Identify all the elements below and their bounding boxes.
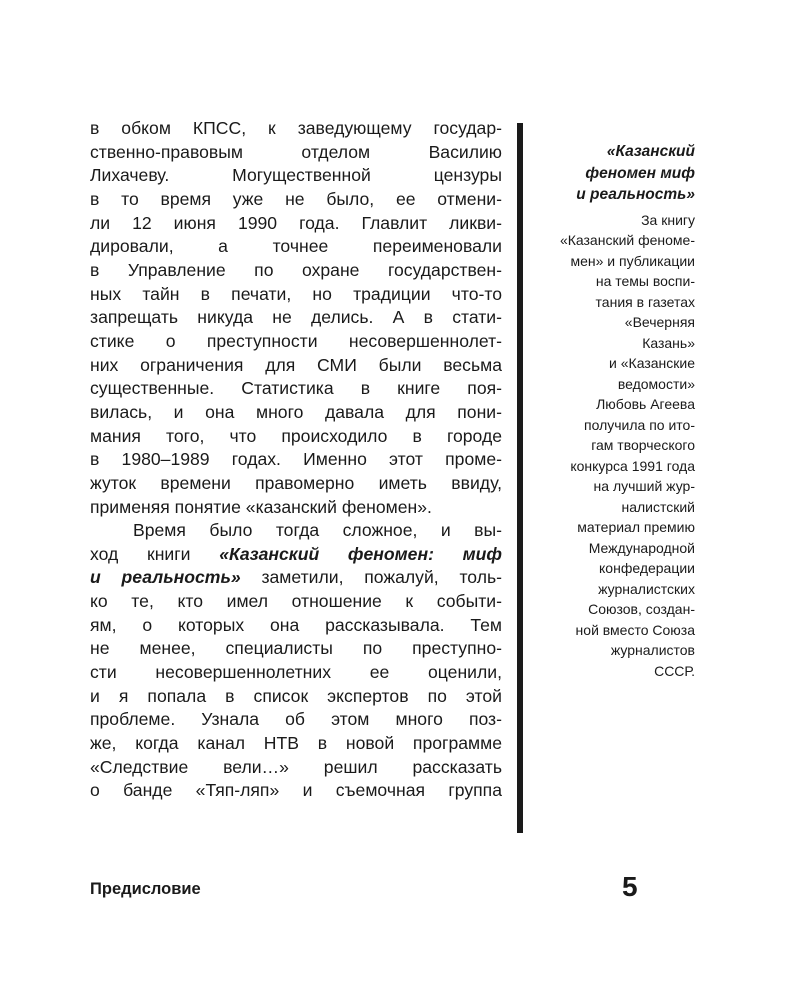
text-line: проблеме. Узнала об этом много поз- — [90, 709, 502, 730]
text-line: ям, о которых она рассказывала. Тем — [90, 614, 502, 635]
text-line: о банде «Тяп-ляп» и съемочная группа — [90, 780, 502, 801]
sidebar-line: «Казанский феноме- — [559, 232, 695, 248]
sidebar-line: СССР. — [654, 662, 695, 679]
sidebar-line: конфедерации — [599, 560, 695, 576]
sidebar-line: Международной — [588, 539, 695, 556]
text-line: в 1980–1989 годах. Именно этот проме- — [90, 449, 502, 470]
sidebar-title-line: и реальность» — [576, 186, 695, 203]
text-line: стике о преступности несовершеннолет- — [90, 330, 502, 351]
page-number: 5 — [622, 871, 638, 902]
sidebar-line: получила по ито- — [584, 416, 695, 433]
sidebar-title — [535, 141, 695, 206]
sidebar-title-line: феномен миф — [585, 164, 695, 182]
text-fragment: ход книги — [90, 543, 191, 564]
text-line: вилась, и она много давала для пони- — [90, 401, 502, 422]
text-line: в обком КПСС, к заведующему государ- — [90, 118, 502, 138]
text-line: в Управление по охране государствен- — [90, 259, 502, 280]
running-footer-section-title: Предисловие — [90, 880, 201, 898]
vertical-divider — [517, 123, 523, 833]
text-line: Лихачеву. Могущественной цензуры — [90, 165, 502, 186]
book-title-fragment: и реальность» — [90, 567, 241, 588]
sidebar-line: За книгу — [641, 211, 695, 228]
text-line: «Следствие вели…» решил рассказать — [90, 756, 502, 777]
text-line-with-book-title — [90, 566, 502, 590]
main-text-column — [90, 117, 502, 803]
sidebar-line: ной вместо Союза — [575, 621, 695, 638]
text-line: них ограничения для СМИ были весьма — [90, 354, 502, 375]
text-line: ли 12 июня 1990 года. Главлит ликви- — [90, 212, 502, 233]
text-line: и я попала в список экспертов по этой — [90, 685, 502, 706]
text-line: сти несовершеннолетних ее оценили, — [90, 662, 502, 683]
sidebar-line: Казань» — [642, 334, 695, 351]
text-line: в то время уже не было, ее отмени- — [90, 188, 502, 209]
sidebar-line: материал премию — [577, 519, 695, 535]
sidebar-line: и «Казанские — [609, 355, 695, 371]
sidebar-note — [535, 141, 695, 681]
text-fragment: заметили, пожалуй, толь- — [261, 567, 502, 588]
sidebar-line: журналистских — [598, 580, 695, 597]
sidebar-line: ведомости» — [617, 375, 695, 392]
sidebar-body — [535, 210, 695, 682]
sidebar-line: «Вечерняя — [624, 314, 695, 330]
sidebar-line: конкурса 1991 года — [570, 457, 695, 474]
sidebar-line: гам творческого — [591, 437, 695, 453]
text-line: жуток времени правомерно иметь ввиду, — [90, 472, 502, 493]
text-line: запрещать никуда не делись. А в стати- — [90, 307, 502, 328]
book-title-fragment: «Казанский феномен: миф — [219, 543, 502, 564]
sidebar-line: на лучший жур- — [593, 478, 695, 494]
text-line: не менее, специалисты по преступно- — [90, 638, 502, 659]
sidebar-line: мен» и публикации — [570, 252, 695, 269]
sidebar-line: на темы воспи- — [595, 273, 695, 289]
text-line: дировали, а точнее переименовали — [90, 236, 502, 257]
sidebar-line: Союзов, создан- — [588, 601, 695, 617]
text-line-with-book-title — [90, 543, 502, 567]
sidebar-line: налистский — [621, 498, 695, 515]
text-line: же, когда канал НТВ в новой программе — [90, 733, 502, 754]
text-line: применяя понятие «казанский феномен». — [90, 496, 432, 517]
text-line: существенные. Статистика в книге поя- — [90, 378, 502, 399]
text-line: мания того, что происходило в городе — [90, 425, 502, 446]
text-line: ко те, кто имел отношение к событи- — [90, 591, 502, 612]
text-line: ственно-правовым отделом Василию — [90, 141, 502, 162]
sidebar-title-line: «Казанский — [606, 143, 695, 160]
sidebar-line: Любовь Агеева — [596, 396, 695, 412]
text-line: Время было тогда сложное, и вы- — [133, 520, 502, 541]
text-line: ных тайн в печати, но традиции что-то — [90, 283, 502, 304]
sidebar-line: тания в газетах — [595, 293, 695, 310]
sidebar-line: журналистов — [610, 642, 695, 658]
